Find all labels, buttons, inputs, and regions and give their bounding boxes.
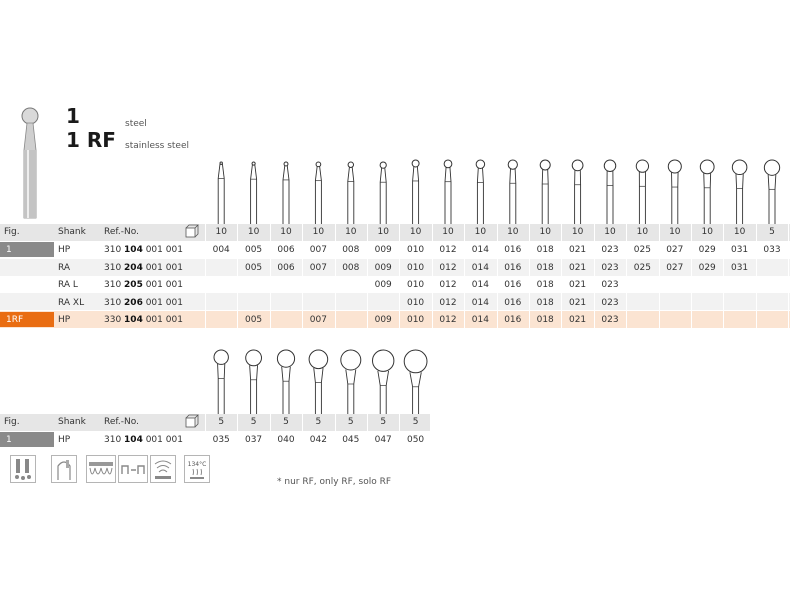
svg-text:134°C: 134°C bbox=[187, 461, 207, 468]
table1-size-cell: 012 bbox=[439, 280, 457, 290]
table1-size-cell: 021 bbox=[568, 245, 587, 255]
table1-size-cell: 018 bbox=[536, 262, 554, 273]
table1-header-fig: Fig. bbox=[4, 227, 20, 237]
table1-size-cell: 010 bbox=[406, 297, 425, 308]
table1-row-shank: RA bbox=[58, 262, 71, 273]
table1-size-cell: 018 bbox=[536, 315, 554, 325]
table2-size-cell: 050 bbox=[406, 435, 425, 445]
bur-table1-14-head bbox=[668, 160, 681, 173]
table1-size-cell: 029 bbox=[698, 262, 716, 273]
table1-row-refno: 310 205 001 001 bbox=[104, 280, 183, 290]
bur-table1-4-shank bbox=[348, 167, 354, 224]
table1-pack-qty: 10 bbox=[571, 227, 584, 237]
table1-size-cell: 014 bbox=[471, 315, 489, 325]
table1-row-refno: 310 104 001 001 bbox=[104, 245, 183, 255]
table1-size-cell: 021 bbox=[568, 297, 587, 308]
table2-pack-qty: 5 bbox=[380, 417, 387, 427]
bur-table2-2-head bbox=[277, 350, 294, 367]
table1-size-cell: 016 bbox=[504, 262, 522, 273]
bur-table1-5-shank bbox=[380, 168, 386, 224]
bur-table1-9-shank bbox=[510, 169, 516, 224]
bur-table1-3-shank bbox=[315, 166, 321, 224]
table1-size-cell: 009 bbox=[374, 315, 392, 325]
table1-row-refno: 310 206 001 001 bbox=[104, 297, 183, 308]
table1-size-cell: 031 bbox=[730, 262, 749, 273]
table1-size-cell: 010 bbox=[406, 245, 425, 255]
bur-table1-8-shank bbox=[477, 168, 483, 224]
table1-size-cell: 021 bbox=[568, 262, 587, 273]
table2-pack-qty: 5 bbox=[347, 417, 354, 427]
bur-table2-2-shank bbox=[282, 367, 291, 414]
table1-row-fig: 1RF bbox=[6, 315, 24, 325]
table1-size-cell: 014 bbox=[471, 280, 489, 290]
table1-size-cell: 006 bbox=[277, 262, 295, 273]
bur-table2-3-head bbox=[309, 350, 328, 369]
bur-table2-5-head bbox=[373, 350, 394, 371]
table1-size-cell: 010 bbox=[406, 280, 425, 290]
bur-table2-0-head bbox=[214, 350, 228, 364]
table1-pack-qty: 10 bbox=[377, 227, 389, 237]
table1-size-cell: 018 bbox=[536, 245, 554, 255]
bur-table1-7-head bbox=[444, 160, 452, 168]
table1-size-cell: 023 bbox=[601, 245, 619, 255]
bur-table1-13-head bbox=[636, 160, 648, 172]
table2-header-fig: Fig. bbox=[4, 417, 20, 427]
table1-size-cell: 007 bbox=[309, 262, 327, 273]
bur-table1-2-shank bbox=[283, 165, 289, 224]
bur-table2-1-head bbox=[246, 350, 262, 366]
table1-size-cell: 008 bbox=[342, 262, 360, 273]
bur-table1-11-head bbox=[572, 160, 583, 171]
table1-size-cell: 006 bbox=[277, 245, 295, 255]
bur-table1-3-head bbox=[316, 162, 321, 167]
table1-size-cell: 005 bbox=[244, 315, 263, 325]
table1-size-cell: 012 bbox=[439, 315, 457, 325]
bur-table2-3-shank bbox=[314, 368, 323, 414]
bur-table1-9-head bbox=[508, 160, 517, 169]
bur-table1-16-shank bbox=[736, 174, 743, 224]
table1-pack-qty: 10 bbox=[345, 227, 357, 237]
table1-header-shank: Shank bbox=[58, 227, 86, 237]
table1-size-cell: 005 bbox=[244, 245, 263, 255]
table2-row-refno: 310 104 001 001 bbox=[104, 435, 183, 445]
table1-size-cell: 023 bbox=[601, 297, 619, 308]
table1-size-cell: 023 bbox=[601, 280, 619, 290]
table2-size-cell: 045 bbox=[342, 435, 360, 445]
table2-row-fig: 1 bbox=[6, 435, 12, 445]
table1-row-shank: HP bbox=[58, 245, 71, 255]
table1-pack-qty: 10 bbox=[215, 227, 227, 237]
bur-table1-0-shank bbox=[218, 164, 224, 224]
table2-header-ref: Ref.-No. bbox=[104, 417, 139, 427]
table1-size-cell: 012 bbox=[439, 245, 457, 255]
bur-table1-16-head bbox=[732, 160, 747, 175]
bur-table1-6-shank bbox=[413, 166, 419, 224]
table1-size-cell: 009 bbox=[374, 262, 392, 273]
table1-size-cell: 004 bbox=[212, 245, 230, 255]
table1-pack-qty: 10 bbox=[280, 227, 292, 237]
table1-size-cell: 016 bbox=[504, 245, 522, 255]
table1-pack-qty: 10 bbox=[701, 227, 713, 237]
table1-header-ref: Ref.-No. bbox=[104, 227, 139, 237]
figure-number: 1 bbox=[66, 104, 80, 128]
table1-pack-qty: 10 bbox=[409, 227, 422, 237]
product-bur-head bbox=[22, 108, 38, 124]
table1-size-cell: 018 bbox=[536, 280, 554, 290]
table1-size-cell: 012 bbox=[439, 297, 457, 308]
material-steel: steel bbox=[125, 119, 147, 129]
table1-size-cell: 023 bbox=[601, 315, 619, 325]
table1-pack-qty: 10 bbox=[474, 227, 487, 237]
table1-size-cell: 023 bbox=[601, 262, 619, 273]
table1-size-cell: 010 bbox=[406, 262, 425, 273]
table1-pack-qty: 10 bbox=[442, 227, 454, 237]
table1-pack-qty: 5 bbox=[769, 227, 775, 237]
table1-size-cell: 014 bbox=[471, 262, 489, 273]
table2-size-cell: 037 bbox=[244, 435, 263, 445]
table1-size-cell: 027 bbox=[666, 262, 684, 273]
bur-table1-4-head bbox=[348, 162, 353, 167]
table1-size-cell: 005 bbox=[244, 262, 263, 273]
table1-pack-qty: 10 bbox=[507, 227, 519, 237]
table1-row-shank: HP bbox=[58, 315, 71, 325]
bur-table1-12-head bbox=[604, 160, 616, 172]
table1-pack-qty: 10 bbox=[733, 227, 746, 237]
table2-size-cell: 040 bbox=[277, 435, 295, 445]
bur-table1-15-head bbox=[700, 160, 714, 174]
bur-table1-10-head bbox=[540, 160, 550, 170]
table2-pack-qty: 5 bbox=[315, 417, 322, 427]
bur-table1-12-shank bbox=[607, 171, 613, 224]
table1-size-cell: 031 bbox=[730, 245, 749, 255]
bur-table2-0-shank bbox=[218, 364, 225, 414]
table1-row-refno: 310 204 001 001 bbox=[104, 262, 183, 273]
table1-size-cell: 010 bbox=[406, 315, 425, 325]
table1-pack-qty: 10 bbox=[312, 227, 325, 237]
bur-table1-7-shank bbox=[445, 167, 451, 224]
bur-table2-4-head bbox=[341, 350, 361, 370]
table1-row-refno: 330 104 001 001 bbox=[104, 315, 183, 325]
bur-table2-1-shank bbox=[250, 365, 258, 414]
product-bur-shaft bbox=[24, 150, 36, 218]
table1-row-shank: RA L bbox=[58, 280, 78, 290]
table2-size-cell: 035 bbox=[212, 435, 230, 445]
table2-size-cell: 047 bbox=[374, 435, 392, 445]
table1-row-fig: 1 bbox=[6, 245, 12, 255]
table1-size-cell: 009 bbox=[374, 245, 392, 255]
table1-pack-qty: 10 bbox=[247, 227, 260, 237]
bur-table1-15-shank bbox=[704, 173, 711, 224]
table2-pack-qty: 5 bbox=[283, 417, 289, 427]
material-stainless: stainless steel bbox=[125, 141, 190, 151]
table2-pack-qty: 5 bbox=[250, 417, 257, 427]
table1-size-cell: 014 bbox=[471, 297, 489, 308]
figure-rf-number: 1 RF bbox=[66, 128, 116, 152]
table1-size-cell: 018 bbox=[536, 297, 554, 308]
table1-size-cell: 009 bbox=[374, 280, 392, 290]
table1-row-shank: RA XL bbox=[58, 297, 85, 308]
table1-size-cell: 008 bbox=[342, 245, 360, 255]
table1-size-cell: 029 bbox=[698, 245, 716, 255]
table1-size-cell: 012 bbox=[439, 262, 457, 273]
bur-table1-6-head bbox=[412, 160, 419, 167]
bur-table1-8-head bbox=[476, 160, 484, 168]
table2-pack-qty: 5 bbox=[412, 417, 419, 427]
bur-table2-6-head bbox=[404, 350, 427, 373]
table2-header-shank: Shank bbox=[58, 417, 86, 427]
table1-size-cell: 014 bbox=[471, 245, 489, 255]
table1-size-cell: 016 bbox=[504, 280, 522, 290]
pack-box-icon bbox=[186, 228, 195, 237]
footnote: * nur RF, only RF, solo RF bbox=[277, 477, 392, 487]
table1-size-cell: 021 bbox=[568, 280, 587, 290]
bur-table1-17-shank bbox=[768, 175, 776, 224]
table2-row-shank: HP bbox=[58, 435, 71, 445]
table1-size-cell: 007 bbox=[309, 315, 327, 325]
table1-size-cell: 007 bbox=[309, 245, 327, 255]
table1-size-cell: 027 bbox=[666, 245, 684, 255]
bur-table1-2-head bbox=[284, 162, 288, 166]
table1-size-cell: 025 bbox=[633, 245, 651, 255]
bur-table2-5-shank bbox=[378, 371, 389, 414]
bur-table1-1-shank bbox=[251, 165, 257, 224]
table1-pack-qty: 10 bbox=[604, 227, 616, 237]
bur-table1-17-head bbox=[764, 160, 779, 175]
bur-table1-5-head bbox=[380, 162, 386, 168]
bur-table1-10-shank bbox=[542, 170, 548, 225]
table2-pack-qty: 5 bbox=[218, 417, 225, 427]
bur-table1-13-shank bbox=[639, 172, 645, 224]
table1-pack-qty: 10 bbox=[669, 227, 681, 237]
table1-pack-qty: 10 bbox=[539, 227, 551, 237]
bur-table1-11-shank bbox=[575, 170, 581, 224]
table2-size-cell: 042 bbox=[309, 435, 327, 445]
table1-size-cell: 021 bbox=[568, 315, 587, 325]
table1-size-cell: 016 bbox=[504, 297, 522, 308]
bur-table1-14-shank bbox=[672, 173, 679, 224]
pack-box-icon-2 bbox=[186, 418, 195, 427]
table1-size-cell: 025 bbox=[633, 262, 651, 273]
bur-table2-4-shank bbox=[346, 370, 356, 415]
table1-size-cell: 033 bbox=[763, 245, 781, 255]
table1-pack-qty: 10 bbox=[636, 227, 649, 237]
bur-table2-6-shank bbox=[410, 372, 421, 414]
table1-size-cell: 016 bbox=[504, 315, 522, 325]
